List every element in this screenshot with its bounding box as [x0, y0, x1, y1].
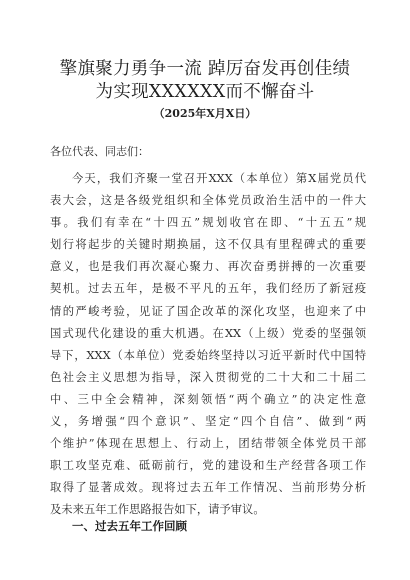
salutation: 各位代表、同志们： — [50, 145, 149, 158]
body-line: 导下，XXX（本单位）党委始终坚持以习近平新时代中国特 — [50, 348, 366, 362]
body-line: 今天，我们齐聚一堂召开XXX（本单位）第X届党员代 — [72, 172, 366, 185]
body-line: 意义，也是我们再次凝心聚力、再次奋勇拼搏的一次重要 — [50, 260, 366, 274]
body-line: 色社会主义思想为指导，深入贯彻党的二十大和二十届二 — [50, 370, 366, 384]
body-paragraph — [50, 168, 366, 522]
body-line: 划行将起步的关键时期换届，这不仅具有里程碑式的重要 — [50, 238, 366, 252]
body-line: 取得了显著成效。现将过去五年工作情况、当前形势分析 — [50, 481, 366, 495]
document-date: （2025年X月X日） — [153, 107, 257, 120]
body-line: 个维护”体现在思想上、行动上，团结带领全体党员干部 — [50, 437, 366, 451]
body-line: 契机。过去五年，是极不平凡的五年，我们经历了新冠疫 — [50, 282, 366, 296]
section-heading: 一、过去五年工作回顾 — [72, 519, 187, 533]
body-line: 国式现代化建设的重大机遇。在XX（上级）党委的坚强领 — [50, 326, 366, 340]
document-title-line-2: 为实现XXXXXX而不懈奋斗 — [95, 82, 315, 102]
body-line: 及未来五年工作思路报告如下，请予审议。 — [50, 503, 265, 517]
body-line: 事。我们有幸在“十四五”规划收官在即、“十五五”规 — [50, 216, 366, 230]
body-line: 情的严峻考验，见证了国企改革的深化攻坚，也迎来了中 — [50, 304, 366, 318]
document-title-line-1: 擎旗聚力勇争一流 踔厉奋发再创佳绩 — [59, 59, 351, 79]
body-line: 中、三中全会精神，深刻领悟“两个确立”的决定性意 — [50, 392, 366, 406]
body-line: 表大会，这是各级党组织和全体党员政治生活中的一件大 — [50, 194, 366, 208]
body-line: 职工攻坚克难、砥砺前行，党的建设和生产经营各项工作 — [50, 459, 366, 473]
body-line: 义，务增强“四个意识”、坚定“四个自信”、做到“两 — [50, 415, 366, 429]
